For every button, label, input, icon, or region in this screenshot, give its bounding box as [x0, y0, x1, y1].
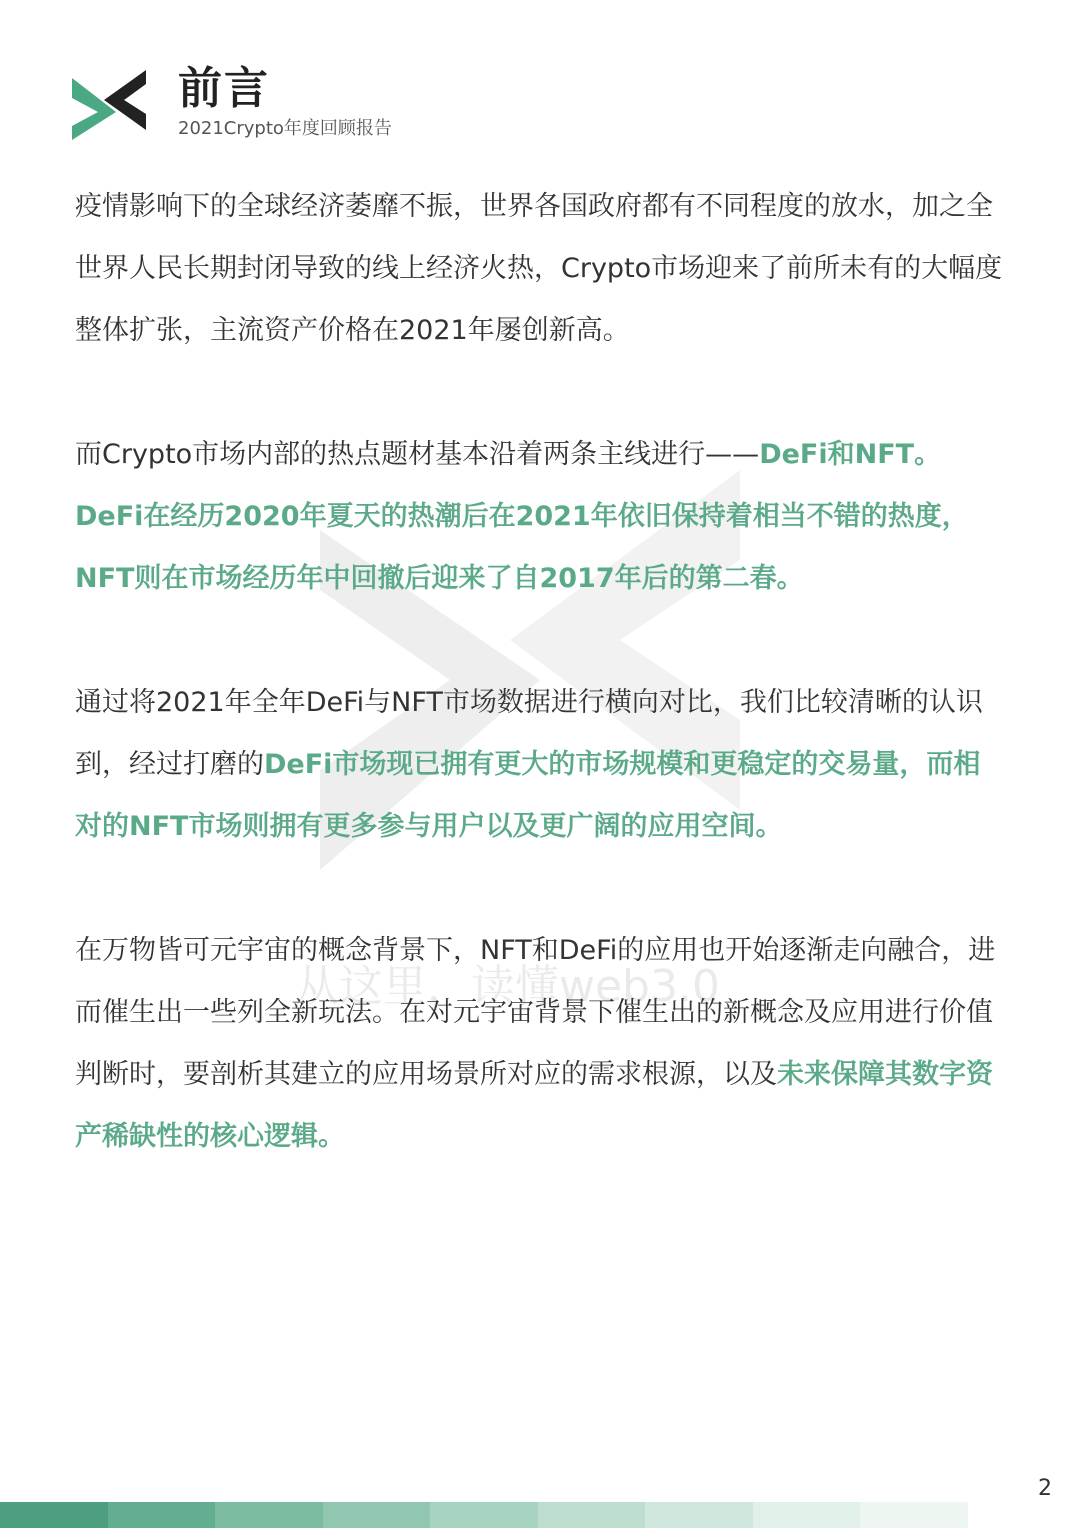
paragraph-metaverse — [75, 920, 1005, 1168]
footer-segment — [323, 1502, 431, 1528]
highlight-text: DeFi市场现已拥有更大的市场规模和更稳定的交易量，而相对的NFT市场则拥有更多参与用户以及更广阔的应用空间。 — [75, 749, 981, 842]
footer-segment — [753, 1502, 861, 1528]
footer-segment — [215, 1502, 323, 1528]
watermark-text: 从这里，读懂web3.0 — [295, 961, 720, 1012]
page-title: 前言 — [178, 63, 270, 114]
page-number: 2 — [1038, 1476, 1052, 1501]
paragraph-text: 而Crypto市场内部的热点题材基本沿着两条主线进行—— — [75, 439, 760, 470]
report-body — [75, 176, 1005, 1230]
paragraph-comparison — [75, 672, 1005, 858]
paragraph-text: 疫情影响下的全球经济萎靡不振，世界各国政府都有不同程度的放水，加之全世界人民长期封闭导致的线上经济火热，Crypto市场迎来了前所未有的大幅度整体扩张，主流资产价格在2021年屡创新高。 — [75, 191, 1003, 346]
highlight-text: DeFi和NFT。DeFi在经历2020年夏天的热潮后在2021年依旧保持着相当不错的热度，NFT则在市场经历年中回撤后迎来了自2017年后的第二春。 — [75, 439, 969, 594]
highlight-text: 未来保障其数字资产稀缺性的核心逻辑。 — [75, 1059, 993, 1152]
paragraph-themes — [75, 424, 1005, 610]
paragraph-intro — [75, 176, 1005, 362]
report-logo-icon — [72, 70, 148, 142]
paragraph-text: 通过将2021年全年DeFi与NFT市场数据进行横向对比，我们比较清晰的认识到，经过打磨的 — [75, 687, 983, 780]
footer-segment — [645, 1502, 753, 1528]
report-subtitle: 2021Crypto年度回顾报告 — [178, 118, 392, 139]
footer-segment — [430, 1502, 538, 1528]
footer-gradient-bar — [0, 1502, 968, 1528]
footer-segment — [0, 1502, 108, 1528]
paragraph-text: 在万物皆可元宇宙的概念背景下，NFT和DeFi的应用也开始逐渐走向融合，进而催生出一些列全新玩法。在对元宇宙背景下催生出的新概念及应用进行价值判断时，要剖析其建立的应用场景所对应的需求根源，以及 — [75, 935, 996, 1090]
footer-segment — [108, 1502, 216, 1528]
footer-segment — [538, 1502, 646, 1528]
footer-segment — [860, 1502, 968, 1528]
